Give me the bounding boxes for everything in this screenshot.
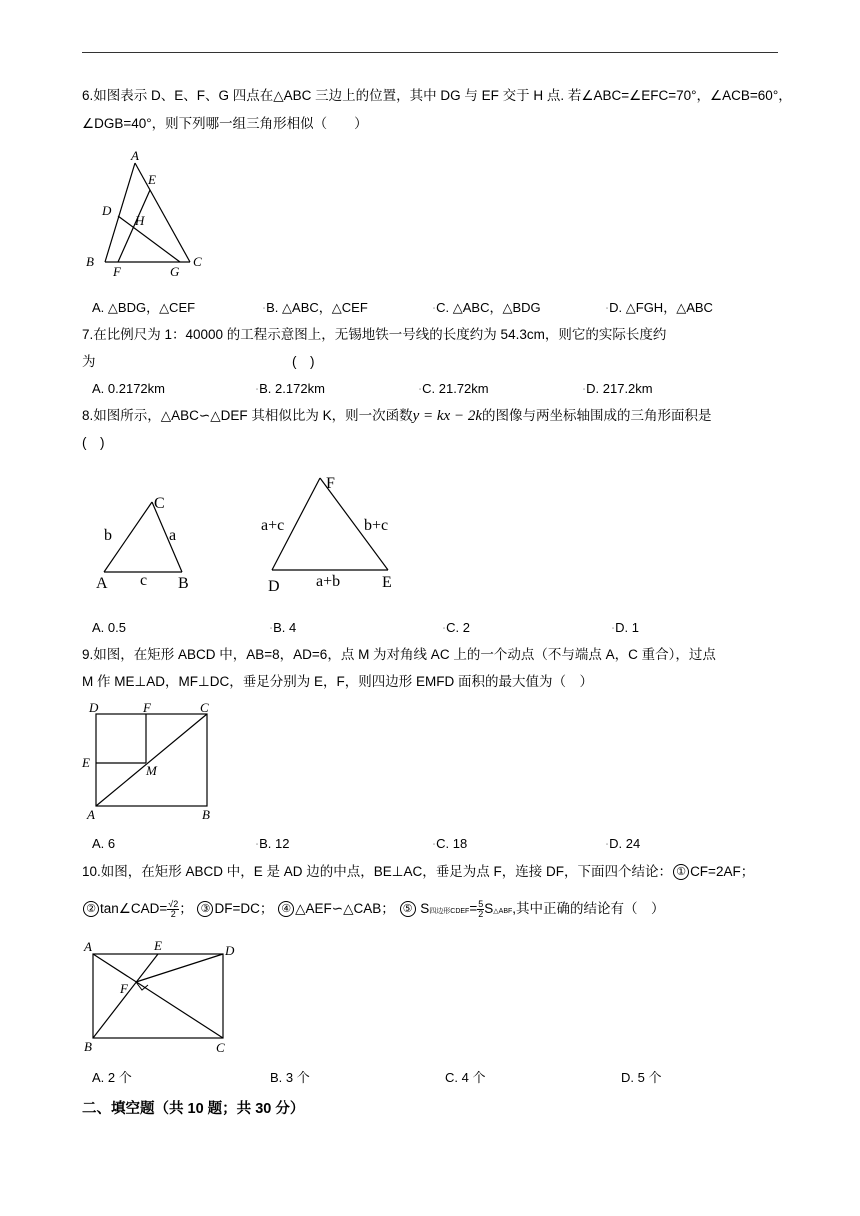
q8-figure-def <box>258 470 418 600</box>
q8-option-a[interactable]: A. 0.5 <box>92 620 126 635</box>
q10-circle-1: ① <box>673 864 689 880</box>
q8-option-b[interactable]: ▫B. 4 <box>270 620 297 635</box>
q6-label-A: A <box>131 148 139 163</box>
q7-text-line1: 7.在比例尺为 1：40000 的工程示意图上，无锡地铁一号线的长度约为 54.3cm，则它的实际长度约 <box>82 327 667 342</box>
q10-circle-2: ② <box>83 901 99 917</box>
header-rule <box>82 52 778 53</box>
q6-label-C: C <box>193 254 202 269</box>
q6-option-b[interactable]: ▫B. △ABC，△CEF <box>263 300 368 315</box>
q9-label-C: C <box>200 700 209 715</box>
q8-text-line1: 8.如图所示，△ABC∽△DEF 其相似比为 K，则一次函数y = kx − 2k的图像与两坐标轴围成的三角形面积是 <box>82 408 712 424</box>
q9-label-F: F <box>143 700 151 715</box>
q7-option-a[interactable]: A. 0.2172km <box>92 381 165 396</box>
q9-text-line1: 9.如图，在矩形 ABCD 中，AB=8，AD=6，点 M 为对角线 AC 上的一个动点（不与端点 A，C 重合），过点 <box>82 647 716 662</box>
q9-option-c[interactable]: ▫C. 18 <box>433 836 468 851</box>
q7-option-b[interactable]: ▫B. 2.172km <box>256 381 325 396</box>
q9-label-A: A <box>87 807 95 822</box>
q9-label-E: E <box>82 755 90 770</box>
q8-label-C: C <box>154 495 165 512</box>
q10-figure <box>78 938 243 1058</box>
q10-option-c[interactable]: C. 4 个 <box>445 1070 486 1085</box>
q8-option-c[interactable]: ▫C. 2 <box>443 620 470 635</box>
q8-label-F: F <box>326 475 335 492</box>
q10-frac-sqrt2-over-2: $\frac{√2}{2}$ <box>168 898 179 919</box>
q8-formula: y = kx − 2k <box>412 408 482 424</box>
q10-label-E: E <box>154 938 162 953</box>
q10-circle-5: ⑤ <box>400 901 416 917</box>
q10-label-D: D <box>225 943 235 958</box>
q7-option-d[interactable]: ▫D. 217.2km <box>583 381 653 396</box>
q10-circle-4: ④ <box>278 901 294 917</box>
q6-option-d[interactable]: ▫D. △FGH，△ABC <box>606 300 713 315</box>
q10-label-C: C <box>216 1040 225 1055</box>
q8-label-D: D <box>268 578 280 595</box>
q10-label-F: F <box>120 981 128 996</box>
q6-label-B: B <box>86 254 94 269</box>
q8-label-a: a <box>169 527 177 544</box>
q10-option-b[interactable]: B. 3 个 <box>270 1070 310 1085</box>
q8-label-b: b <box>104 527 112 544</box>
q6-label-G: G <box>170 264 180 279</box>
q6-figure <box>80 145 220 280</box>
q9-option-d[interactable]: ▫D. 24 <box>606 836 641 851</box>
q7-option-c[interactable]: ▫C. 21.72km <box>419 381 489 396</box>
q10-frac-5-over-2: $\frac{5}{2}$ <box>478 898 484 919</box>
q9-label-B: B <box>202 807 210 822</box>
q10-text-line2: ② tan∠CAD= $\frac{√2}{2}$ ； ③ DF=DC； ④ △AEF∽△CAB； ⑤ S四边形CDEF= $\frac{5}{2}$ S△ABF,其中正确的结论有（ ） <box>82 898 665 923</box>
q8-label-B: B <box>178 575 189 592</box>
q6-label-F: F <box>113 264 121 279</box>
q9-option-b[interactable]: ▫B. 12 <box>256 836 290 851</box>
q6-label-H: H <box>135 213 145 228</box>
q10-option-a[interactable]: A. 2 个 <box>92 1070 132 1085</box>
q7-text-line2: 为 <box>82 354 96 369</box>
q6-label-E: E <box>148 172 156 187</box>
q7-paren: ( ) <box>292 354 315 369</box>
section-title: 二、填空题（共 10 题；共 30 分） <box>82 1101 305 1117</box>
q9-option-a[interactable]: A. 6 <box>92 836 116 851</box>
q8-figure-abc <box>88 490 208 600</box>
q8-label-c: c <box>140 572 148 589</box>
q8-label-A: A <box>96 575 108 592</box>
q6-text-line1: 6.如图表示 D、E、F、G 四点在△ABC 三边上的位置，其中 DG 与 EF 交于 H 点. 若∠ABC=∠EFC=70°，∠ACB=60°， <box>82 88 792 103</box>
q6-option-a[interactable]: A. △BDG，△CEF <box>92 300 196 315</box>
q8-option-d[interactable]: ▫D. 1 <box>612 620 639 635</box>
q6-text-line2: ∠DGB=40°，则下列哪一组三角形相似（ ） <box>82 116 368 131</box>
q8-label-E: E <box>382 574 392 591</box>
q10-label-A: A <box>84 939 92 954</box>
q8-label-b-plus-c: b+c <box>364 517 389 534</box>
q9-text-line2: M 作 ME⊥AD，MF⊥DC，垂足分别为 E，F，则四边形 EMFD 面积的最大值为（ ） <box>82 674 594 689</box>
q9-label-M: M <box>146 763 157 778</box>
q10-label-B: B <box>84 1039 92 1054</box>
q9-label-D: D <box>89 700 99 715</box>
q6-option-c[interactable]: ▫C. △ABC，△BDG <box>433 300 541 315</box>
q8-text-line2: ( ) <box>82 435 105 450</box>
q6-label-D: D <box>102 203 112 218</box>
q10-text-line1: 10.如图，在矩形 ABCD 中，E 是 AD 边的中点，BE⊥AC，垂足为点 F，连接 DF，下面四个结论： ① CF=2AF； <box>82 864 755 879</box>
q8-label-a-plus-c: a+c <box>261 517 285 534</box>
q8-label-a-plus-b: a+b <box>316 573 341 590</box>
q10-circle-3: ③ <box>197 901 213 917</box>
q10-option-d[interactable]: D. 5 个 <box>621 1070 662 1085</box>
q9-figure <box>78 696 223 826</box>
